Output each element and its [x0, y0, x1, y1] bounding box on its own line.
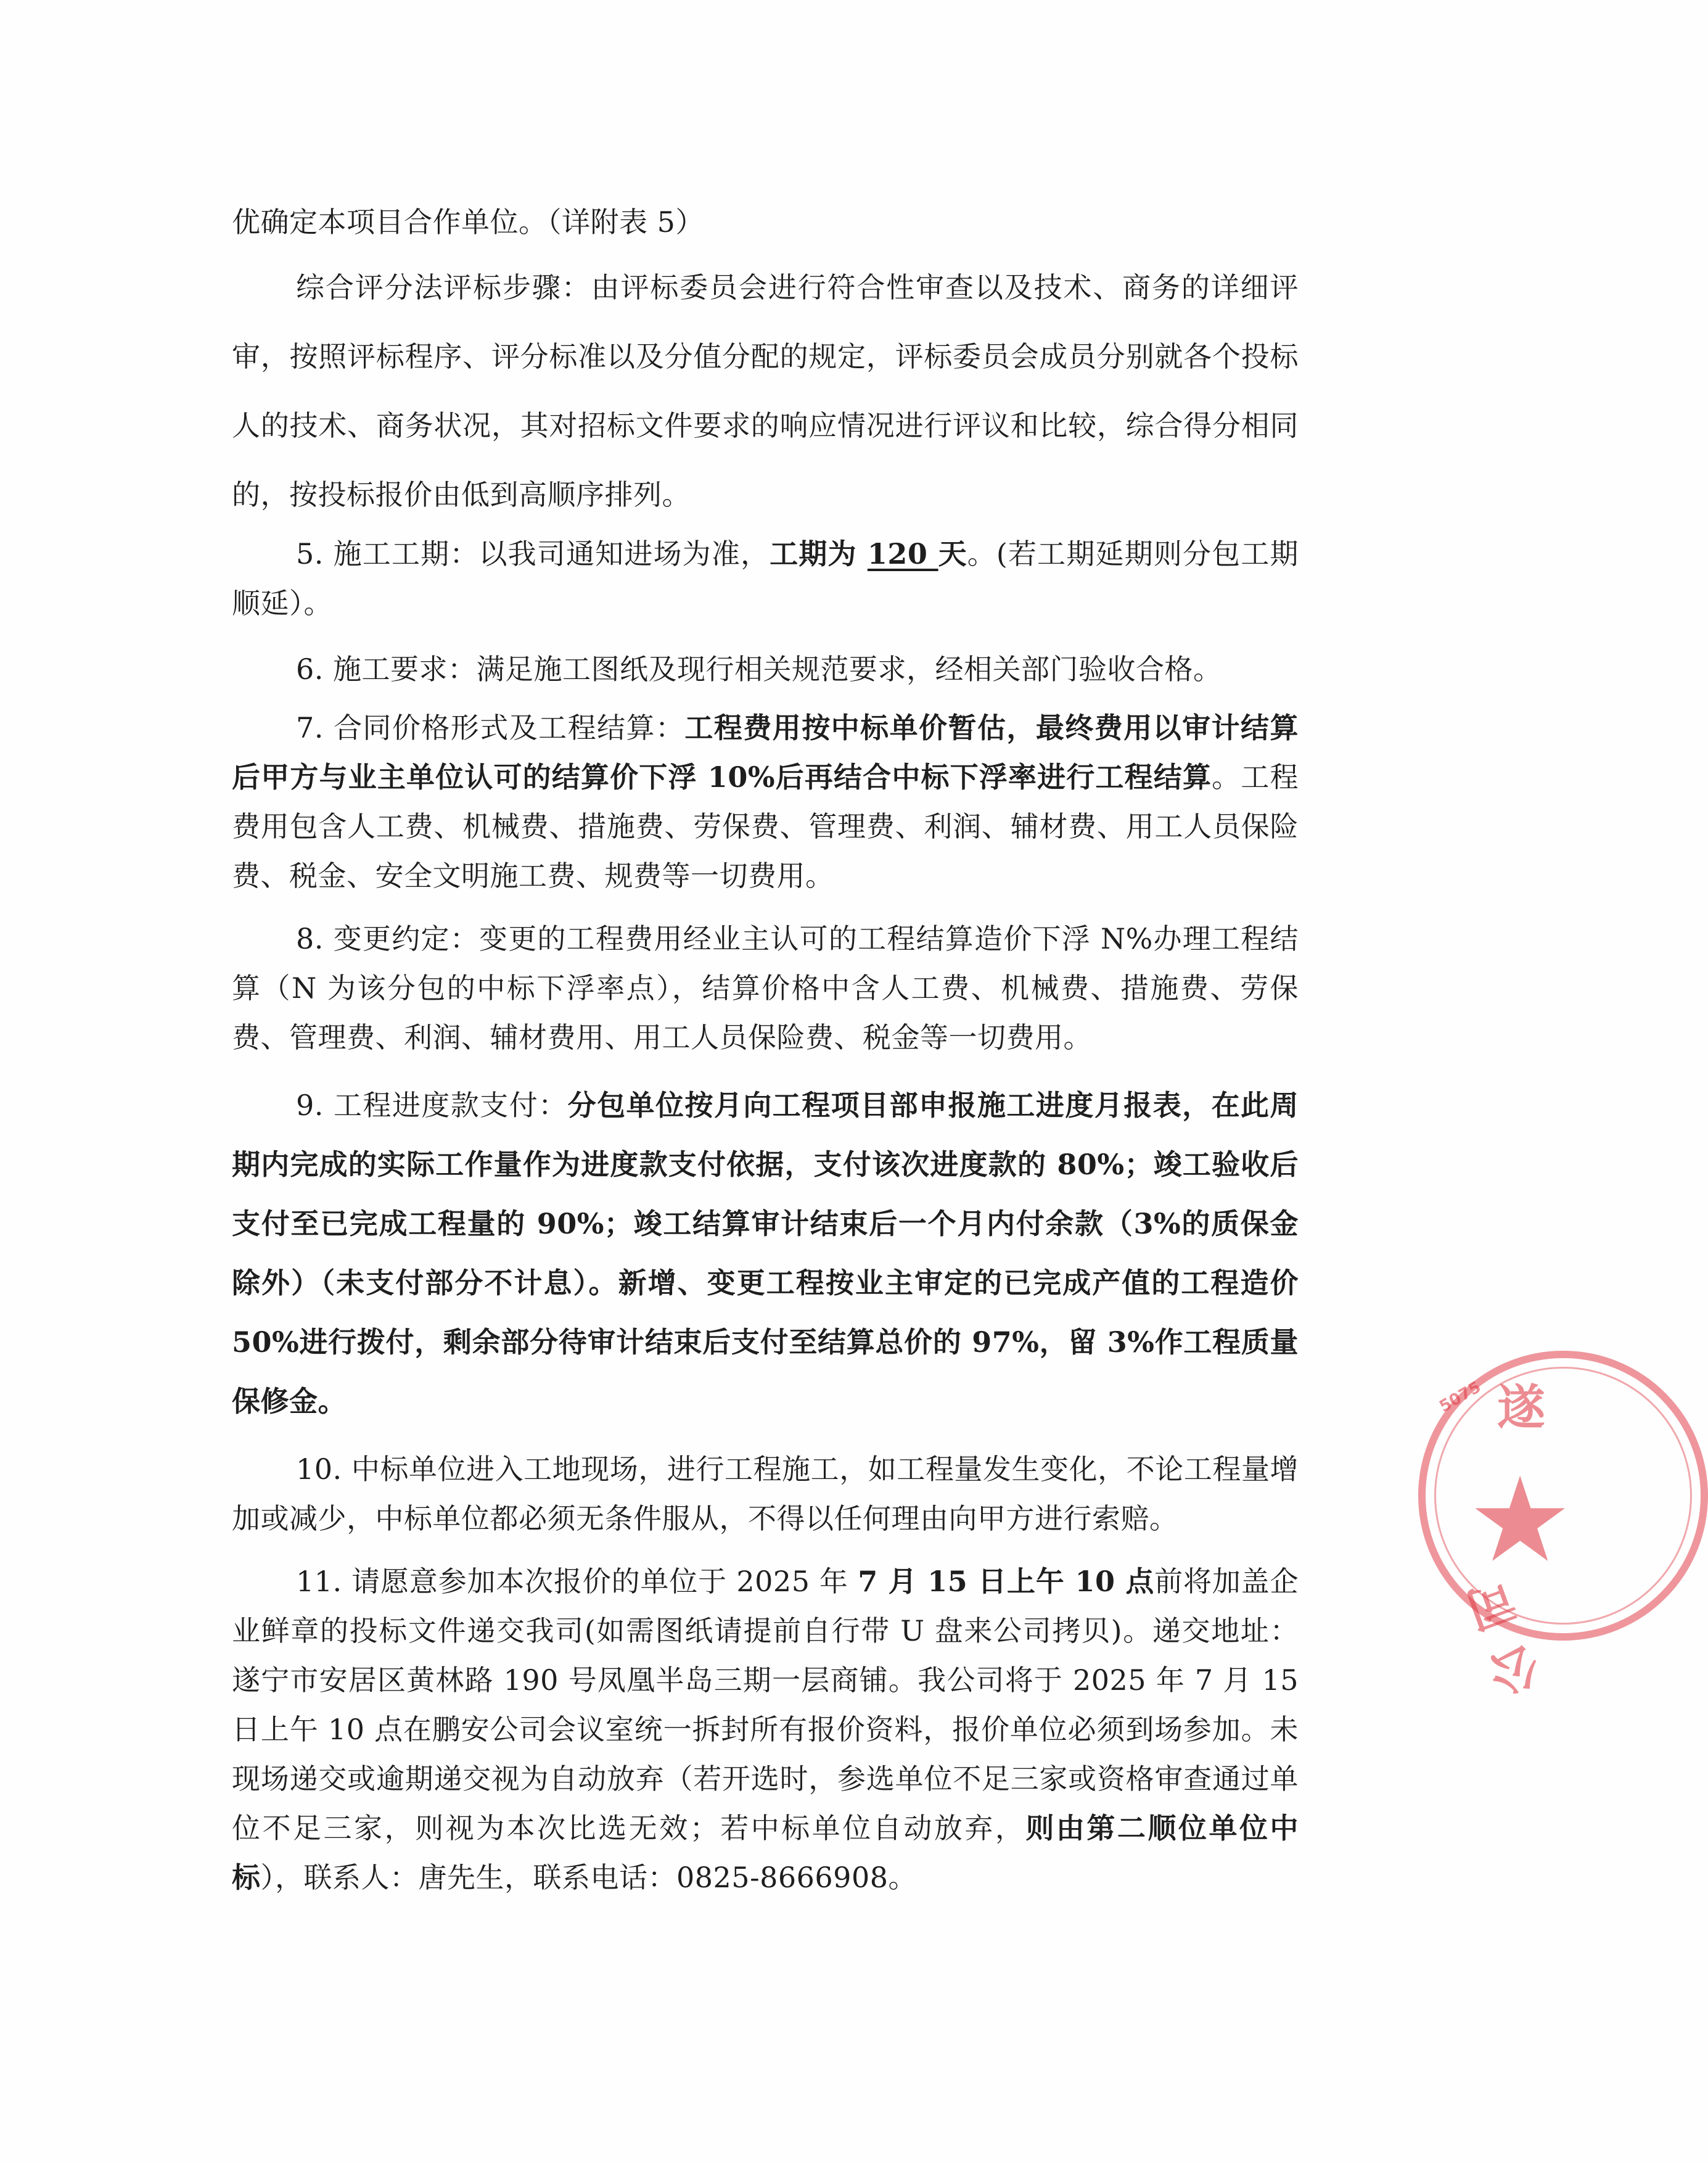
- seal-text-bottom: 公司: [1458, 1569, 1546, 1704]
- seal-star-icon: ★: [1468, 1452, 1573, 1588]
- seal-text-small: 5075: [1436, 1377, 1485, 1417]
- paragraph-scoring-steps: 综合评分法评标步骤：由评标委员会进行符合性审查以及技术、商务的详细评审，按照评标程序、评分标准以及分值分配的规定，评标委员会成员分别就各个投标人的技术、商务状况，其对招标文件要求的响应情况进行评议和比较，综合得分相同的，按投标报价由低到高顺序排列。: [232, 271, 1299, 511]
- paragraph-9-progress-payment: 9. 工程进度款支付：分包单位按月向工程项目部申报施工进度月报表，在此周期内完成的实际工作量作为进度款支付依据，支付该次进度款的 80%；竣工验收后支付至已完成工程量的 90%；竣工结算审计结束后一个月内付余款（3%的质保金除外）（未支付部分不计息）。新增、变更工程按业主审定的已完成产值的工程造价 50%进行拨付，剩余部分待审计结束后支付至结算总价的 97%，留 3%作工程质量保修金。: [232, 1089, 1299, 1418]
- paragraph-5-duration: 5. 施工工期：以我司通知进场为准，工期为 120 天。(若工期延期则分包工期顺延）。: [232, 537, 1299, 620]
- paragraph-10-site-entry: 10. 中标单位进入工地现场，进行工程施工，如工程量发生变化，不论工程量增加或减少，中标单位都必须无条件服从，不得以任何理由向甲方进行索赔。: [232, 1452, 1299, 1535]
- paragraph-7-contract-price: 7. 合同价格形式及工程结算：工程费用按中标单价暂估，最终费用以审计结算后甲方与业主单位认可的结算价下浮 10%后再结合中标下浮率进行工程结算。工程费用包含人工费、机械费、措施费、劳保费、管理费、利润、辅材费、用工人员保险费、税金、安全文明施工费、规费等一切费用。: [232, 711, 1299, 892]
- document-body: [232, 197, 1299, 1902]
- paragraph-eval-method-end: 优确定本项目合作单位。（详附表 5）: [232, 205, 704, 239]
- seal-text-top: 遂: [1497, 1380, 1546, 1436]
- paragraph-8-change-agreement: 8. 变更约定：变更的工程费用经业主认可的工程结算造价下浮 N%办理工程结算（N 为该分包的中标下浮率点），结算价格中含人工费、机械费、措施费、劳保费、管理费、利润、辅材费用、用工人员保险费、税金等一切费用。: [232, 922, 1299, 1054]
- paragraph-6-requirements: 6. 施工要求：满足施工图纸及现行相关规范要求，经相关部门验收合格。: [296, 653, 1222, 686]
- paragraph-11-submission: 11. 请愿意参加本次报价的单位于 2025 年 7 月 15 日上午 10 点前将加盖企业鲜章的投标文件递交我司(如需图纸请提前自行带 U 盘来公司拷贝)。递交地址：遂宁市安居区黄林路 190 号凤凰半岛三期一层商铺。我公司将于 2025 年 7 月 15 日上午 10 点在鹏安公司会议室统一拆封所有报价资料，报价单位必须到场参加。未现场递交或逾期递交视为自动放弃（若开选时，参选单位不足三家或资格审查通过单位不足三家，则视为本次比选无效；若中标单位自动放弃，则由第二顺位单位中标），联系人：唐先生，联系电话：0825-8666908。: [232, 1565, 1299, 1894]
